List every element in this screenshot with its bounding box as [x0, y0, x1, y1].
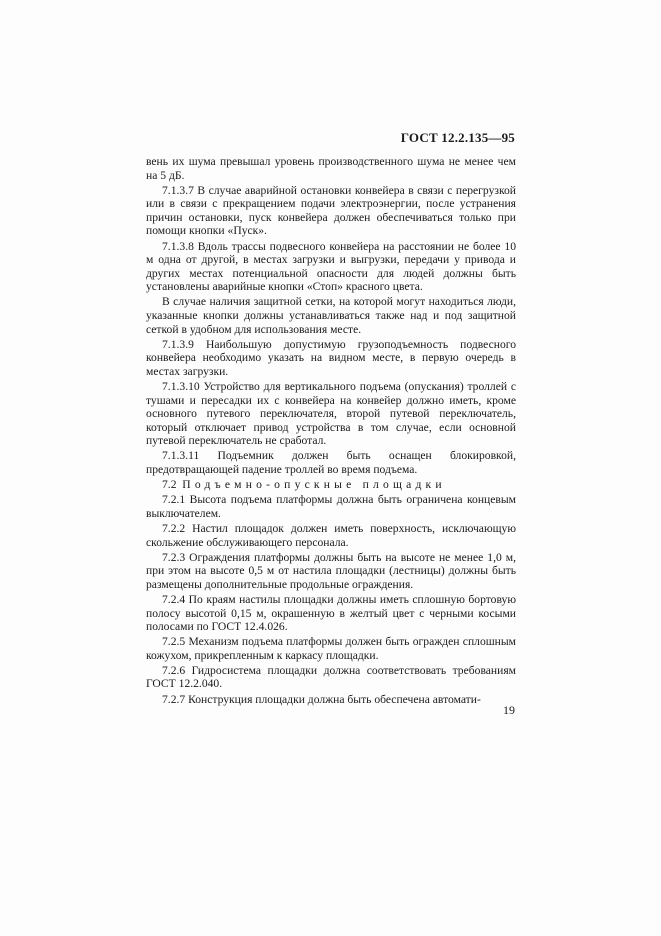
paragraph-7-1-3-7: 7.1.3.7 В случае аварийной остановки конвейера в связи с перегрузкой или в связи с прекращением подачи электроэнергии, после устранения причин остановки, пуск конвейера должен обеспечиваться только при помощи кнопки «Пуск».	[146, 183, 516, 238]
paragraph-7-2-6: 7.2.6 Гидросистема площадки должна соответствовать требованиям ГОСТ 12.2.040.	[146, 663, 516, 691]
document-body	[146, 155, 516, 708]
section-title: Подъемно-опускные площадки	[182, 478, 446, 492]
paragraph-7-2-1: 7.2.1 Высота подъема платформы должна быть ограничена концевым выключателем.	[146, 493, 516, 520]
paragraph-7-2-3: 7.2.3 Ограждения платформы должны быть на высоте не менее 1,0 м, при этом на высоте 0,5 м от настила площадки (лестницы) должны быть размещены дополнительные продольные ограждения.	[146, 550, 516, 591]
paragraph-continuation: вень их шума превышал уровень производственного шума не менее чем на 5 дБ.	[146, 155, 516, 182]
paragraph-7-1-3-10: 7.1.3.10 Устройство для вертикального подъема (опускания) троллей с тушами и пересадки их с конвейера на конвейер должно иметь, кроме основного путевого переключателя, второй путевой переключатель, который отключает привод устройства в том случае, если основной путевой переключатель не сработал.	[146, 380, 516, 448]
document-code-header: ГОСТ 12.2.135—95	[400, 130, 515, 145]
paragraph-7-2-7: 7.2.7 Конструкция площадки должна быть обеспечена автомати-	[162, 692, 481, 706]
paragraph-7-2-4: 7.2.4 По краям настилы площадки должны иметь сплошную бортовую полосу высотой 0,15 м, окрашенную в желтый цвет с черными косыми полосами по ГОСТ 12.4.026.	[146, 592, 516, 634]
page-number: 19	[503, 703, 515, 717]
paragraph-7-1-3-8: 7.1.3.8 Вдоль трассы подвесного конвейера на расстоянии не более 10 м одна от другой, в местах загрузки и выгрузки, передачи у привода и других местах потенциальной опасности для людей должны быть установлены аварийные кнопки «Стоп» красного цвета.	[146, 239, 516, 294]
paragraph-7-1-3-9: 7.1.3.9 Наибольшую допустимую грузоподъемность подвесного конвейера необходимо указать на видном месте, в первую очередь в местах загрузки.	[146, 337, 516, 378]
paragraph-7-1-3-8-note: В случае наличия защитной сетки, на которой могут находиться люди, указанные кнопки должны устанавливаться также над и под защитной сеткой в удобном для использования месте.	[146, 295, 516, 336]
section-heading-7-2	[146, 478, 516, 492]
paragraph-7-2-5: 7.2.5 Механизм подъема платформы должен быть огражден сплошным кожухом, прикрепленным к каркасу площадки.	[146, 635, 516, 662]
paragraph-7-2-2: 7.2.2 Настил площадок должен иметь поверхность, исключающую скольжение обслуживающего персонала.	[146, 521, 516, 549]
section-number: 7.2	[162, 478, 177, 492]
paragraph-7-1-3-11: 7.1.3.11 Подъемник должен быть оснащен блокировкой, предотвращающей падение троллей во время подъема.	[146, 449, 516, 477]
